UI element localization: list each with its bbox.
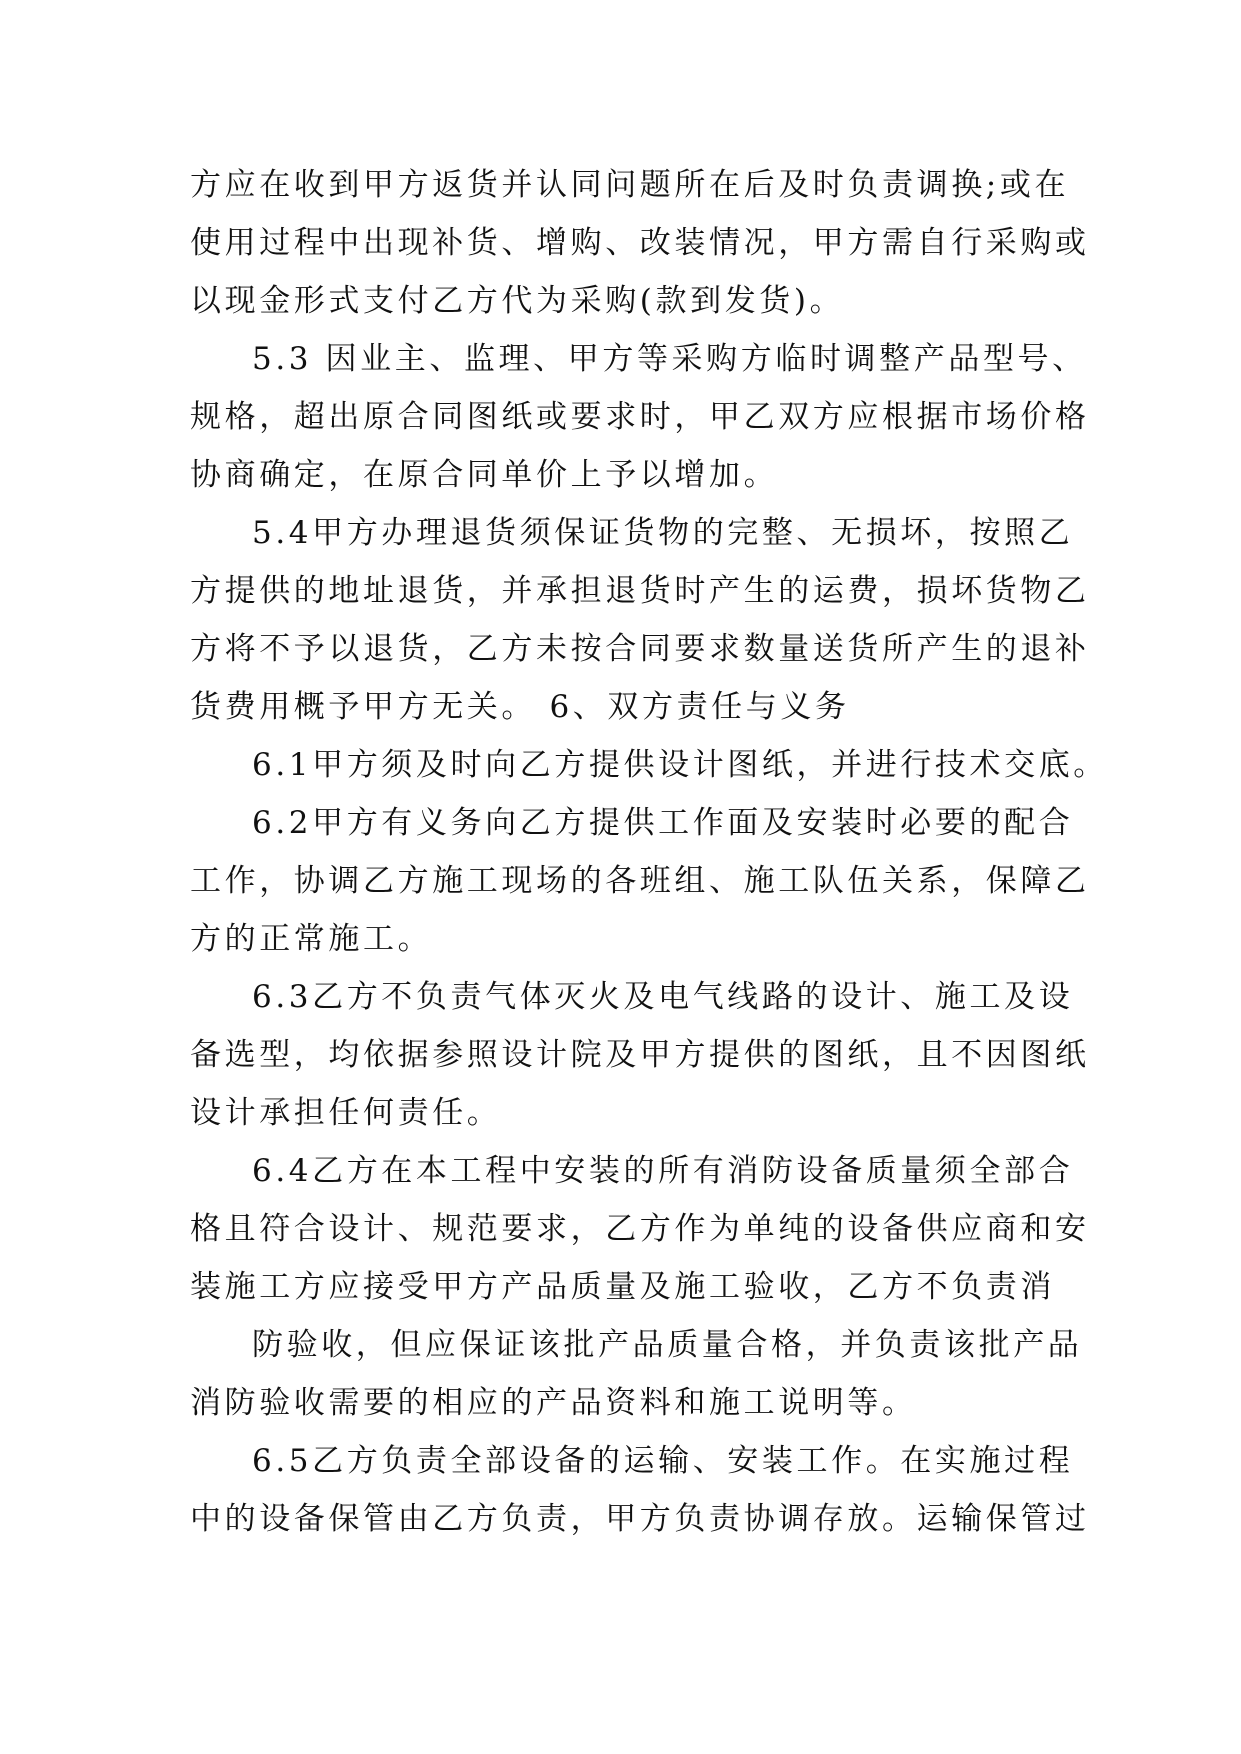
text-line: 使用过程中出现补货、增购、改装情况，甲方需自行采购或 — [190, 225, 1090, 261]
text-line: 6.1甲方须及时向乙方提供设计图纸，并进行技术交底。 — [252, 747, 1108, 783]
text-line: 方的正常施工。 — [190, 921, 433, 957]
text-line: 6.5乙方负责全部设备的运输、安装工作。在实施过程 — [252, 1443, 1074, 1479]
text-line: 方将不予以退货，乙方未按合同要求数量送货所产生的退补 — [190, 631, 1090, 667]
text-line: 6.4乙方在本工程中安装的所有消防设备质量须全部合 — [252, 1153, 1074, 1189]
text-line: 6.2甲方有义务向乙方提供工作面及安装时必要的配合 — [252, 805, 1074, 841]
text-line: 备选型，均依据参照设计院及甲方提供的图纸，且不因图纸 — [190, 1037, 1090, 1073]
text-line: 协商确定，在原合同单价上予以增加。 — [190, 457, 779, 493]
text-line: 6.3乙方不负责气体灭火及电气线路的设计、施工及设 — [252, 979, 1074, 1015]
text-line: 工作，协调乙方施工现场的各班组、施工队伍关系，保障乙 — [190, 863, 1090, 899]
text-line: 防验收，但应保证该批产品质量合格，并负责该批产品 — [252, 1327, 1083, 1363]
text-line: 装施工方应接受甲方产品质量及施工验收，乙方不负责消 — [190, 1269, 1055, 1305]
text-line: 中的设备保管由乙方负责，甲方负责协调存放。运输保管过 — [190, 1501, 1090, 1537]
text-line: 方应在收到甲方返货并认同问题所在后及时负责调换;或在 — [190, 167, 1070, 203]
text-line: 货费用概予甲方无关。 6、双方责任与义务 — [190, 689, 850, 725]
text-line: 格且符合设计、规范要求，乙方作为单纯的设备供应商和安 — [190, 1211, 1090, 1247]
text-line: 5.4甲方办理退货须保证货物的完整、无损坏，按照乙 — [252, 515, 1074, 551]
text-line: 方提供的地址退货，并承担退货时产生的运费，损坏货物乙 — [190, 573, 1090, 609]
text-line: 以现金形式支付乙方代为采购(款到发货)。 — [190, 283, 845, 319]
text-line: 5.3 因业主、监理、甲方等采购方临时调整产品型号、 — [252, 341, 1087, 377]
text-line: 消防验收需要的相应的产品资料和施工说明等。 — [190, 1385, 917, 1421]
text-line: 规格，超出原合同图纸或要求时，甲乙双方应根据市场价格 — [190, 399, 1090, 435]
text-line: 设计承担任何责任。 — [190, 1095, 502, 1131]
